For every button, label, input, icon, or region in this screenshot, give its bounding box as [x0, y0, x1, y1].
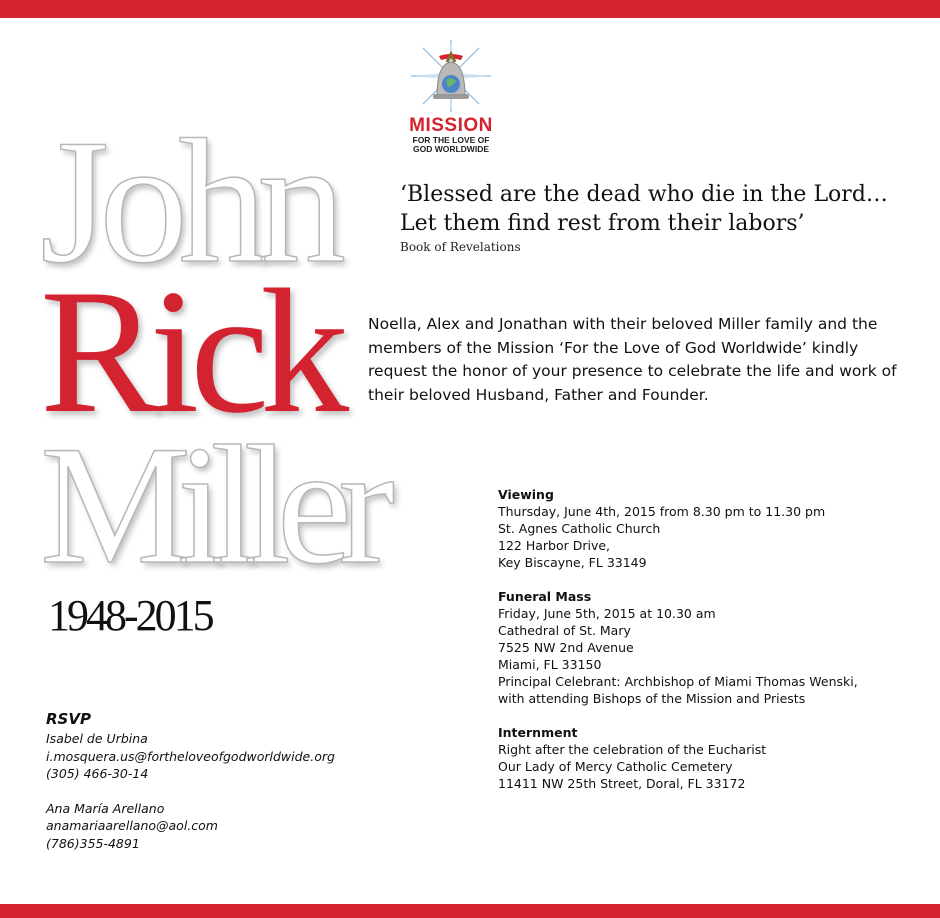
- life-years: 1948-2015: [48, 591, 212, 640]
- middle-name: Rick: [40, 252, 341, 450]
- viewing-line: Key Biscayne, FL 33149: [498, 555, 647, 570]
- internment-line: Our Lady of Mercy Catholic Cemetery: [498, 759, 733, 774]
- quote-line-2: Let them find rest from their labors’: [400, 211, 805, 236]
- funeral-block: [498, 588, 918, 707]
- internment-heading: Internment: [498, 725, 578, 740]
- event-details: [498, 486, 918, 809]
- viewing-line: 122 Harbor Drive,: [498, 538, 611, 553]
- top-red-bar: [0, 0, 940, 18]
- internment-line: 11411 NW 25th Street, Doral, FL 33172: [498, 776, 746, 791]
- first-name: John: [40, 102, 337, 300]
- viewing-line: Thursday, June 4th, 2015 from 8.30 pm to 11.30 pm: [498, 504, 826, 519]
- funeral-line: 7525 NW 2nd Avenue: [498, 640, 634, 655]
- logo-name: MISSION: [409, 115, 493, 136]
- contact-email[interactable]: i.mosquera.us@fortheloveofgodworldwide.org: [46, 748, 335, 764]
- contact-email[interactable]: anamariaarellano@aol.com: [46, 818, 218, 833]
- funeral-heading: Funeral Mass: [498, 589, 592, 604]
- invitation-text: Noella, Alex and Jonathan with their beloved Miller family and the members of the Mission ‘For the Love of God Worldwide’ kindly request the honor of your presence to celebrate the life and work of their beloved Husband, Father and Founder.: [368, 315, 897, 404]
- contact-name: Ana María Arellano: [46, 800, 165, 816]
- viewing-block: [498, 486, 918, 571]
- contact-phone: (786)355-4891: [46, 835, 140, 851]
- contact-phone: (305) 466-30-14: [46, 766, 149, 781]
- funeral-line: Friday, June 5th, 2015 at 10.30 am: [498, 606, 716, 621]
- viewing-line: St. Agnes Catholic Church: [498, 521, 661, 536]
- bottom-red-bar: [0, 904, 940, 918]
- funeral-line: Cathedral of St. Mary: [498, 623, 631, 638]
- internment-block: [498, 724, 918, 792]
- last-name: Miller: [40, 411, 381, 599]
- rsvp-title: RSVP: [46, 710, 91, 728]
- scripture-quote: [400, 180, 888, 238]
- logo-line-2: GOD WORLDWIDE: [412, 144, 490, 154]
- contact-name: Isabel de Urbina: [46, 731, 148, 746]
- quote-line-1: ‘Blessed are the dead who die in the Lord…: [400, 182, 888, 207]
- rsvp-section: [46, 708, 335, 852]
- mission-logo: [396, 40, 506, 154]
- viewing-heading: Viewing: [498, 487, 554, 502]
- bell-globe-icon: [411, 40, 491, 112]
- funeral-line: Miami, FL 33150: [498, 657, 602, 672]
- quote-source: Book of Revelations: [400, 240, 521, 254]
- logo-line-1: FOR THE LOVE OF: [412, 135, 490, 145]
- funeral-line: with attending Bishops of the Mission and Priests: [498, 691, 806, 706]
- funeral-line: Principal Celebrant: Archbishop of Miami Thomas Wenski,: [498, 674, 858, 689]
- internment-line: Right after the celebration of the Eucharist: [498, 742, 767, 757]
